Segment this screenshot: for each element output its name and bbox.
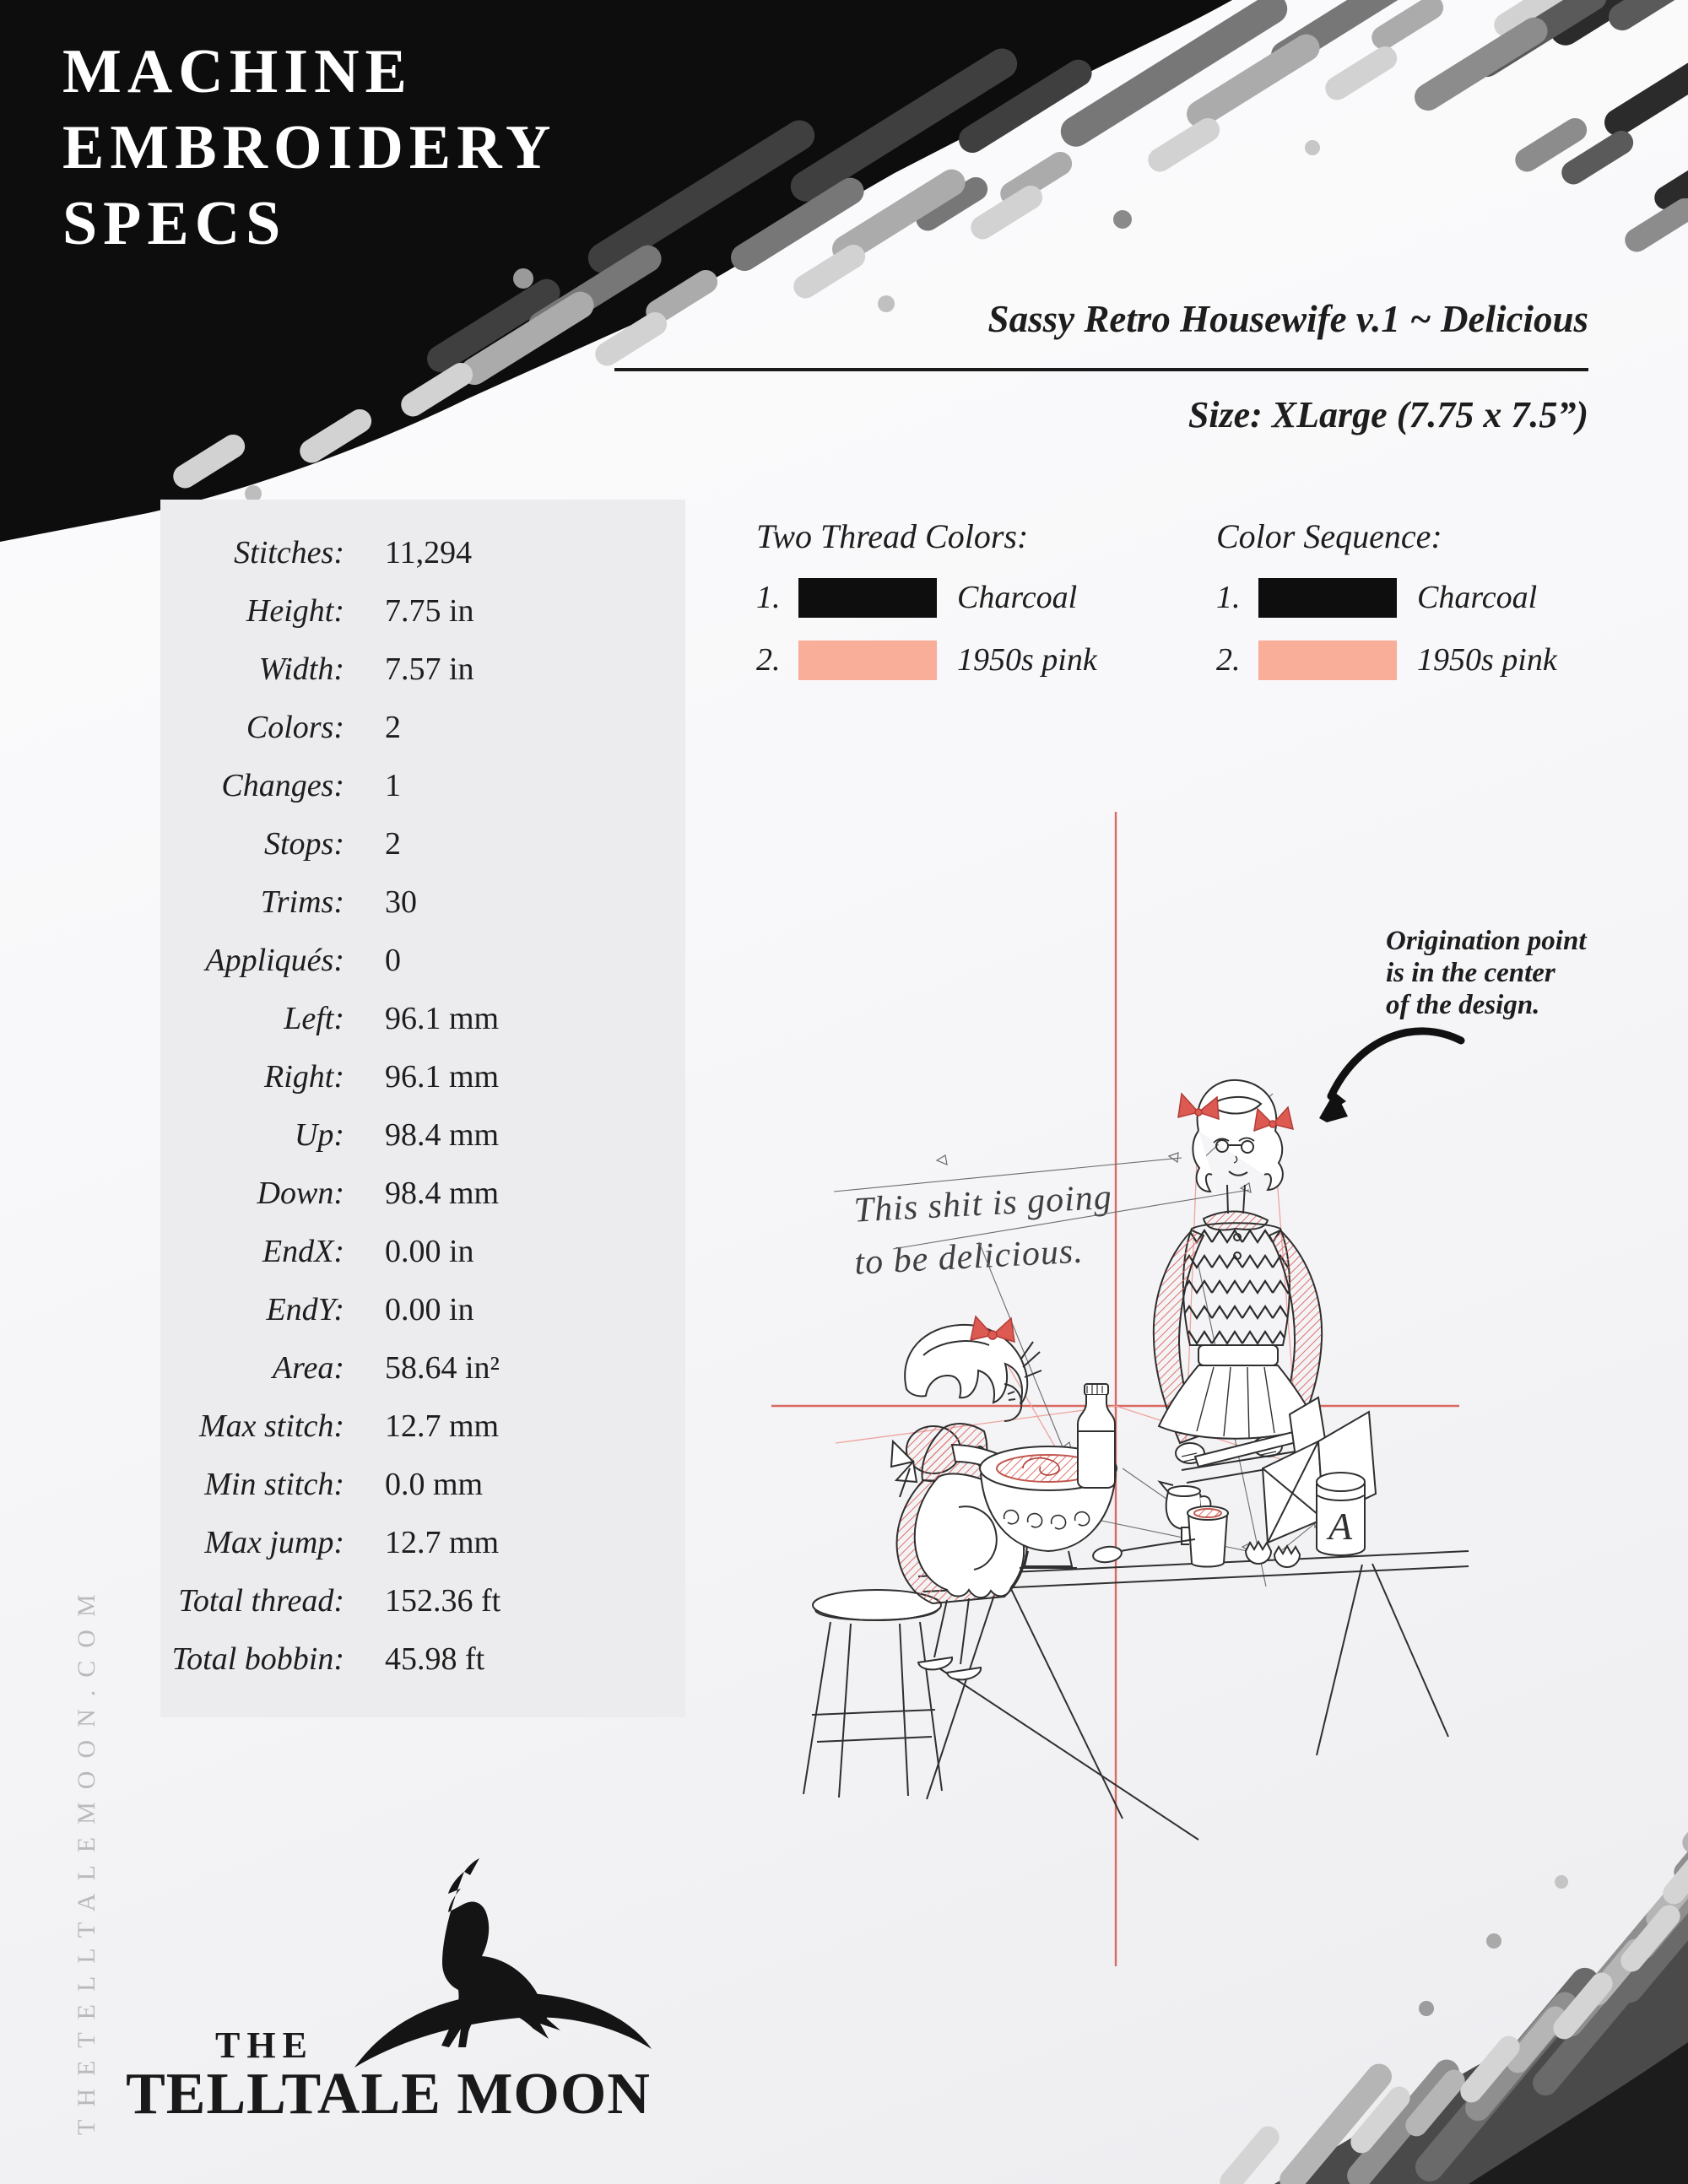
thread-color-item [1216,639,1557,681]
thread-color-item [756,576,1097,619]
spec-row [160,1630,685,1688]
color-name: Charcoal [1417,580,1538,615]
spec-value: 152.36 ft [385,1582,501,1619]
spec-row [160,581,685,640]
color-swatch [798,578,937,618]
spec-label: Left: [284,1000,344,1036]
page-title-line: MACHINE [62,37,413,106]
spec-row [160,756,685,814]
spec-row [160,1571,685,1630]
page-title-line: EMBROIDERY [62,113,557,182]
spec-label: Max jump: [204,1524,344,1560]
spec-value: 0 [385,942,401,978]
page-title-line: SPECS [62,189,287,258]
color-swatch [1258,578,1397,618]
design-title: Sassy Retro Housewife v.1 ~ Delicious [987,298,1588,340]
spec-value: 7.75 in [385,592,474,629]
color-sequence-list [1216,576,1557,681]
thread-colors-heading: Two Thread Colors: [756,517,1029,555]
spec-value: 45.98 ft [385,1641,485,1677]
spec-label: Width: [258,651,344,687]
embroidery-caption [851,1178,1116,1283]
spec-value: 30 [385,884,417,920]
spec-row [160,814,685,873]
color-swatch [1258,641,1397,680]
color-swatch [798,641,937,680]
spec-row [160,1164,685,1222]
spec-row [160,873,685,931]
moon-icon [354,1992,652,2068]
spec-row [160,1513,685,1571]
spec-label: Down: [257,1175,344,1211]
milk-bottle [1078,1384,1115,1488]
color-number: 1. [1216,580,1241,615]
color-number: 2. [756,642,781,678]
spec-row [160,1280,685,1338]
spec-label: Area: [272,1349,344,1386]
spec-row [160,1222,685,1280]
spec-row [160,1338,685,1397]
spec-row [160,931,685,989]
girl-hair-bow [971,1316,1014,1342]
page-title [62,34,556,262]
color-name: 1950s pink [957,642,1097,678]
thread-color-item [1216,576,1557,619]
spec-row [160,1455,685,1513]
thread-color-item [756,639,1097,681]
spec-value: 98.4 mm [385,1175,500,1211]
embroidery-design-preview [726,793,1485,1975]
spec-value: 96.1 mm [385,1000,500,1036]
spoon [1092,1539,1195,1564]
origination-note-line: is in the center [1386,958,1555,988]
color-name: 1950s pink [1417,642,1557,678]
brand-name-main: TELLTALE MOON [126,2062,651,2127]
spec-row [160,640,685,698]
spec-row [160,1397,685,1455]
spec-label: Stitches: [234,534,344,570]
spec-label: Appliqués: [205,942,344,978]
thread-colors-section [756,516,1097,681]
spec-value: 96.1 mm [385,1058,500,1095]
color-name: Charcoal [957,580,1078,615]
flour-canister [1317,1473,1365,1555]
cracked-egg [1246,1542,1300,1567]
brand-logo [346,1857,658,2084]
spec-value: 0.0 mm [385,1466,484,1502]
design-size: Size: XLarge (7.75 x 7.5”) [1188,394,1588,435]
origination-note-line: of the design. [1386,990,1540,1020]
thread-colors-list [756,576,1097,681]
origination-note-line: Origination point [1386,926,1587,956]
spec-value: 58.64 in² [385,1349,500,1386]
spec-row [160,1047,685,1106]
spec-label: EndX: [262,1233,344,1269]
color-sequence-section [1216,516,1557,681]
spec-label: Total bobbin: [171,1641,344,1677]
measuring-cup [1182,1506,1228,1567]
specs-panel [160,500,685,1717]
spec-label: Changes: [221,767,344,803]
color-number: 2. [1216,642,1241,678]
crosshair-lines [771,812,1459,1966]
spec-label: Total thread: [178,1582,344,1619]
spec-value: 7.57 in [385,651,474,687]
spec-value: 1 [385,767,401,803]
spec-value: 11,294 [385,534,473,570]
spec-value: 2 [385,709,401,745]
svg-text:This shit is going: This shit is going [852,1177,1113,1230]
spec-value: 12.7 mm [385,1524,500,1560]
color-sequence-heading: Color Sequence: [1216,517,1442,555]
spec-label: EndY: [266,1291,344,1327]
spec-value: 2 [385,825,401,862]
spec-label: Height: [246,592,344,629]
spec-label: Trims: [260,884,344,920]
spec-value: 0.00 in [385,1233,474,1269]
title-divider [614,368,1588,371]
brand-name-the: THE [215,2025,314,2066]
spec-label: Right: [264,1058,344,1095]
svg-text:A: A [1328,1505,1353,1548]
spec-label: Stops: [264,825,344,862]
spec-value: 12.7 mm [385,1408,500,1444]
spec-label: Up: [294,1116,344,1153]
color-number: 1. [756,580,781,615]
spec-row [160,989,685,1047]
spec-row [160,1106,685,1164]
spec-row [160,698,685,756]
spec-row [160,523,685,581]
spec-value: 0.00 in [385,1291,474,1327]
spec-label: Colors: [246,709,344,745]
website-url: THETELLTALEMOON.COM [73,1581,100,2135]
stool [803,1590,942,1797]
spec-label: Min stitch: [204,1466,344,1502]
spec-value: 98.4 mm [385,1116,500,1153]
spec-label: Max stitch: [198,1408,344,1444]
svg-text:to be delicious.: to be delicious. [853,1231,1085,1283]
